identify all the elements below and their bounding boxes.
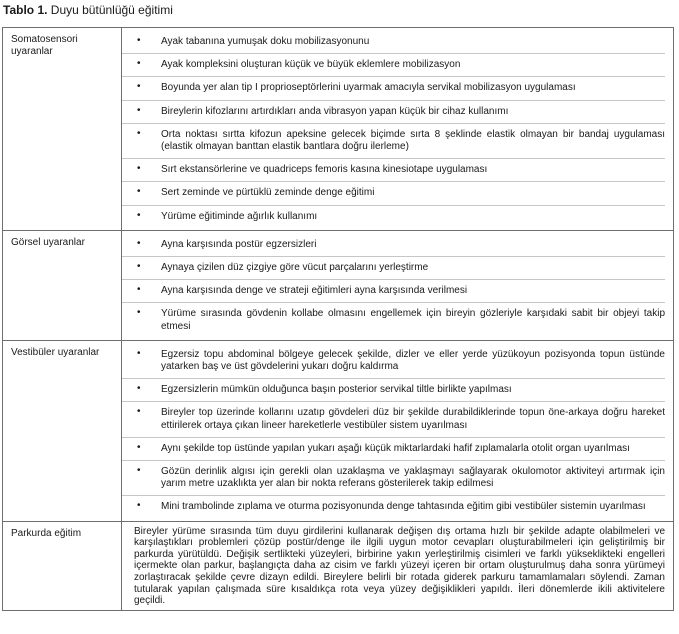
- bullet-icon: •: [137, 81, 141, 93]
- bullet-icon: •: [137, 307, 141, 319]
- item-text: Gözün derinlik algısı için gerekli olan uzaklaşma ve yaklaşmayı sağlayarak okulomotor aktiviteyi artırmak için yarım metre uzaklıkta yer alan bir nokta referans gösterilerek takip edilmesi: [161, 466, 665, 490]
- item-text: Egzersizlerin mümkün olduğunca başın posterior servikal tiltle birlikte yapılması: [161, 384, 512, 396]
- item-text: Bireyler top üzerinde kollarını uzatıp gövdeleri düz bir şekilde durabildiklerinde topun öne-arkaya doğru hareket ettirilerek ortaya çıkan lineer hareketlerle vestibüler sistem uyarılması: [161, 407, 665, 431]
- list-item: [122, 280, 665, 303]
- bullet-icon: •: [137, 186, 141, 198]
- bullet-icon: •: [137, 127, 141, 139]
- list-item: [122, 124, 665, 159]
- sensory-integration-table: [2, 27, 674, 611]
- item-text: Ayna karşısında denge ve strateji eğitimleri ayna karşısında verilmesi: [161, 285, 468, 297]
- bullet-icon: •: [137, 209, 141, 221]
- list-item: [122, 159, 665, 182]
- category-cell: [3, 28, 122, 231]
- table-row-visual: [3, 230, 674, 340]
- bullet-icon: •: [137, 261, 141, 273]
- paragraph-text: Bireyler yürüme sırasında tüm duyu girdilerini kullanarak değişen dış ortama hızlı bir şekilde adapte olabilmeleri ve karşılaştıkları problemleri çözüp postür/denge ile ilgili uygun motor cevapları oluşturabilmeleri için geliştirilmiş bir parkurda yürütüldü. Değişik sertlikteki yüzeyleri, birbirine yakın yerleştirilmiş cisimleri ve farklı yükseklikteki engelleri içermekte olan parkur, başlangıçta daha az cisim ve farklı yüzeyi içeren bir ortam oluşturulmuş daha sonra yürümeyi zorlaştıracak şekilde çevre dizayn edildi. Bireylere belirli bir rotada giderek parkuru tamamlamaları söylendi. Zaman tutularak yapılan çalışmada süre kısaldıkça rota veya yüzey değişiklikleri yapıldı. İleri dönemlerde ikili aktivitelere geçildi.: [134, 525, 665, 607]
- bullet-icon: •: [137, 237, 141, 249]
- table-row-course-training: [3, 521, 674, 610]
- bullet-icon: •: [137, 406, 141, 418]
- category-cell: [3, 230, 122, 340]
- item-list: [122, 31, 665, 228]
- list-item: [122, 101, 665, 124]
- bullet-icon: •: [137, 465, 141, 477]
- items-cell: [122, 230, 674, 340]
- bullet-icon: •: [137, 347, 141, 359]
- category-label: Somatosensori uyaranlar: [11, 34, 78, 58]
- category-label: Vestibüler uyaranlar: [11, 346, 100, 358]
- item-text: Aynaya çizilen düz çizgiye göre vücut parçalarını yerleştirme: [161, 262, 429, 274]
- items-cell: [122, 28, 674, 231]
- bullet-icon: •: [137, 58, 141, 70]
- table-row-vestibular: [3, 340, 674, 521]
- list-item: [122, 234, 665, 257]
- item-list: [122, 234, 665, 338]
- list-item: [122, 257, 665, 280]
- category-cell: [3, 521, 122, 610]
- list-item: [122, 379, 665, 402]
- table-caption: [3, 3, 173, 18]
- item-text: Ayak tabanına yumuşak doku mobilizasyonunu: [161, 36, 370, 47]
- item-text: Sırt ekstansörlerine ve quadriceps femoris kasına kinesiotape uygulaması: [161, 164, 488, 176]
- bullet-icon: •: [137, 383, 141, 395]
- paragraph-cell: [122, 521, 674, 610]
- list-item: [122, 54, 665, 77]
- list-item: [122, 31, 665, 54]
- caption-label: Tablo 1.: [3, 3, 48, 17]
- item-text: Yürüme sırasında gövdenin kollabe olmasını engellemek için bireyin gözleriyle karşıdaki sabit bir objeyi takip etmesi: [161, 308, 665, 332]
- item-text: Ayak kompleksini oluşturan küçük ve büyük eklemlere mobilizasyon: [161, 59, 461, 71]
- item-list: [122, 344, 665, 519]
- bullet-icon: •: [137, 284, 141, 296]
- list-item: [122, 438, 665, 461]
- item-text: Boyunda yer alan tip I proprioseptörlerini uyarmak amacıyla servikal mobilizasyon uygulaması: [161, 82, 576, 94]
- list-item: [122, 206, 665, 228]
- list-item: [122, 461, 665, 496]
- caption-title: Duyu bütünlüğü eğitimi: [47, 3, 173, 17]
- list-item: [122, 496, 665, 518]
- item-text: Ayna karşısında postür egzersizleri: [161, 238, 317, 250]
- items-cell: [122, 340, 674, 521]
- item-text: Sert zeminde ve pürtüklü zeminde denge eğitimi: [161, 187, 375, 199]
- category-label: Parkurda eğitim: [11, 527, 82, 539]
- bullet-icon: •: [137, 104, 141, 116]
- bullet-icon: •: [137, 35, 141, 46]
- item-text: Orta noktası sırtta kifozun apeksine gelecek biçimde sırta 8 şeklinde elastik olmayan bir bandaj uygulaması (elastik olmayan banttan elastik bantlara doğru ilerleme): [161, 128, 665, 153]
- category-label: Görsel uyaranlar: [11, 236, 85, 248]
- list-item: [122, 303, 665, 337]
- item-text: Bireylerin kifozlarını artırdıkları anda vibrasyon yapan küçük bir cihaz kullanımı: [161, 105, 509, 117]
- list-item: [122, 77, 665, 100]
- list-item: [122, 344, 665, 379]
- bullet-icon: •: [137, 163, 141, 175]
- table-row-somatosensory: [3, 28, 674, 231]
- item-text: Yürüme eğitiminde ağırlık kullanımı: [161, 210, 318, 222]
- list-item: [122, 402, 665, 437]
- list-item: [122, 182, 665, 205]
- item-text: Egzersiz topu abdominal bölgeye gelecek şekilde, dizler ve eller yerde yüzükoyun pozisyonda topun üstünde yatarken baş ve üst gövdelerini yukarı doğru kaldırma: [161, 348, 665, 373]
- bullet-icon: •: [137, 441, 141, 453]
- item-text: Mini trambolinde zıplama ve oturma pozisyonunda denge tahtasında eğitim gibi vestibüler sistemin uyarılması: [161, 501, 646, 513]
- item-text: Aynı şekilde top üstünde yapılan yukarı aşağı küçük miktarlardaki hafif zıplamalarla otolit organ uyarılması: [161, 442, 630, 454]
- category-cell: [3, 340, 122, 521]
- bullet-icon: •: [137, 500, 141, 512]
